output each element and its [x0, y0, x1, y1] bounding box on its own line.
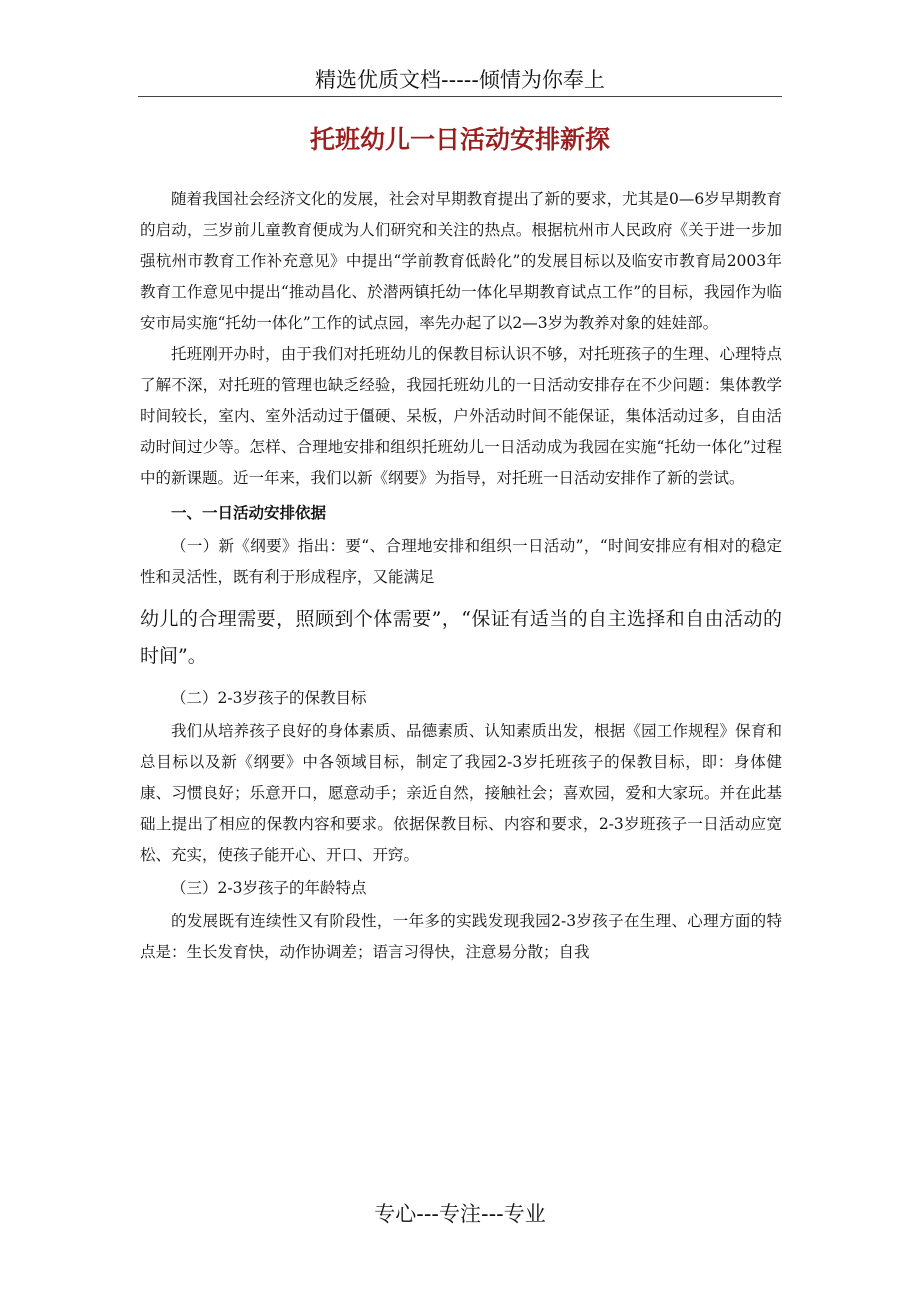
subheading-goals: （二）2-3岁孩子的保教目标	[171, 689, 367, 707]
paragraph-guideline: （一）新《纲要》指出：要“、合理地安排和组织一日活动”，“时间安排应有相对的稳定性和灵活性，既有利于形成程序，又能满足	[140, 537, 782, 586]
document-title: 托班幼儿一日活动安排新探	[309, 125, 610, 154]
paragraph-intro: 随着我国社会经济文化的发展，社会对早期教育提出了新的要求，尤其是0—6岁早期教育的启动，三岁前儿童教育便成为人们研究和关注的热点。根据杭州市人民政府《关于进一步加强杭州市教育工作补充意见》中提出“学前教育低龄化”的发展目标以及临安市教育局2003年教育工作意见中提出“推动昌化、於潜两镇托幼一体化早期教育试点工作”的目标，我园作为临安市局实施“托幼一体化”工作的试点园，率先办起了以2—3岁为教养对象的娃娃部。	[140, 190, 782, 332]
page-header: 精选优质文档-----倾情为你奉上	[315, 68, 605, 92]
page-footer: 专心---专注---专业	[374, 1202, 546, 1226]
header-divider	[138, 96, 782, 97]
paragraph-goals: 我们从培养孩子良好的身体素质、品德素质、认知素质出发，根据《园工作规程》保育和总目标以及新《纲要》中各领域目标，制定了我园2-3岁托班孩子的保教目标，即：身体健康、习惯良好；乐意开口，愿意动手；亲近自然，接触社会；喜欢园，爱和大家玩。并在此基础上提出了相应的保教内容和要求。依据保教目标、内容和要求，2-3岁班孩子一日活动应宽松、充实，使孩子能开心、开口、开窍。	[140, 722, 782, 864]
section-heading-basis: 一、一日活动安排依据	[171, 504, 327, 522]
document-body	[140, 184, 782, 968]
subheading-age-features: （三）2-3岁孩子的年龄特点	[171, 879, 367, 897]
paragraph-guideline-continued: 幼儿的合理需要，照顾到个体需要”，“保证有适当的自主选择和自由活动的时间”。	[140, 608, 782, 667]
paragraph-problems: 托班刚开办时，由于我们对托班幼儿的保教目标认识不够，对托班孩子的生理、心理特点了解不深，对托班的管理也缺乏经验，我园托班幼儿的一日活动安排存在不少问题：集体教学时间较长，室内、室外活动过于僵硬、呆板，户外活动时间不能保证，集体活动过多，自由活动时间过少等。怎样、合理地安排和组织托班幼儿一日活动成为我园在实施“托幼一体化”过程中的新课题。近一年来，我们以新《纲要》为指导，对托班一日活动安排作了新的尝试。	[140, 345, 782, 487]
paragraph-age-features: 的发展既有连续性又有阶段性，一年多的实践发现我园2-3岁孩子在生理、心理方面的特点是：生长发育快，动作协调差；语言习得快，注意易分散；自我	[140, 912, 782, 961]
